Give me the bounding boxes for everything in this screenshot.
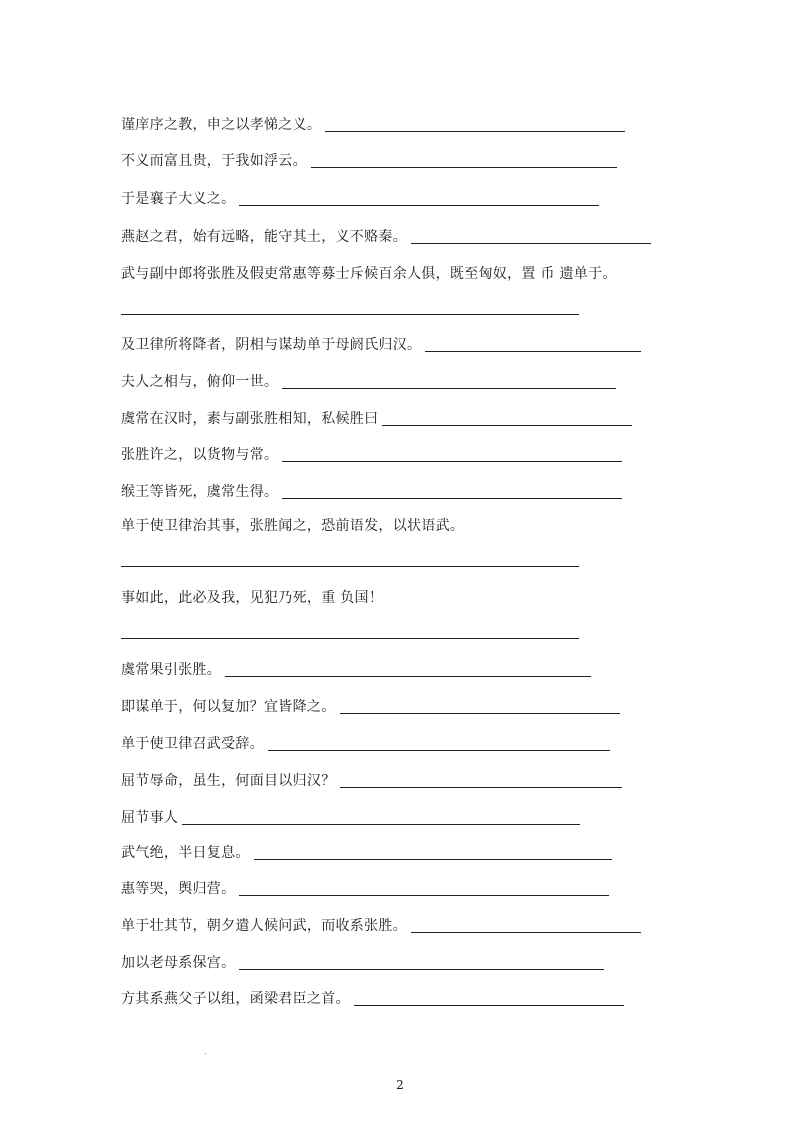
question-row — [121, 914, 641, 936]
question-text: 武气绝，半日复息。 — [121, 845, 250, 861]
question-text: 缑王等皆死，虞常生得。 — [121, 484, 279, 500]
question-row — [121, 262, 617, 284]
question-text: 单于使卫律召武受辞。 — [121, 736, 264, 752]
question-text: 虞常在汉时，素与副张胜相知，私候胜曰 — [121, 411, 379, 427]
question-row — [121, 695, 620, 717]
question-row — [121, 987, 624, 1009]
question-row — [121, 225, 651, 247]
answer-line[interactable] — [182, 824, 580, 825]
answer-line[interactable] — [340, 713, 620, 714]
answer-line[interactable] — [340, 787, 622, 788]
answer-line[interactable] — [225, 676, 591, 677]
question-text: 即谋单于，何以复加？宜皆降之。 — [121, 699, 336, 715]
answer-line[interactable] — [411, 243, 651, 244]
answer-line[interactable] — [239, 205, 599, 206]
question-text: 于是襄子大义之。 — [121, 191, 236, 207]
question-text: 张胜许之，以货物与常。 — [121, 447, 279, 463]
answer-line[interactable] — [311, 167, 617, 168]
answer-line[interactable] — [282, 461, 622, 462]
answer-line[interactable] — [282, 388, 616, 389]
page-number: 2 — [396, 1078, 404, 1092]
question-row — [121, 187, 599, 209]
answer-line[interactable] — [254, 859, 612, 860]
question-text: 方其系燕父子以组，函梁君臣之首。 — [121, 991, 350, 1007]
question-row — [121, 480, 622, 502]
answer-line[interactable] — [121, 566, 579, 567]
question-text: 谨庠序之教，申之以孝悌之义。 — [121, 117, 322, 133]
question-row — [121, 841, 612, 863]
question-text: 屈节辱命，虽生，何面目以归汉？ — [121, 773, 336, 789]
question-row — [121, 514, 464, 536]
answer-line[interactable] — [382, 425, 632, 426]
question-text: 屈节事人 — [121, 810, 179, 826]
question-row — [121, 370, 616, 392]
question-row — [121, 951, 604, 973]
question-row — [121, 113, 625, 135]
answer-line[interactable] — [354, 1005, 624, 1006]
answer-line[interactable] — [411, 932, 641, 933]
question-row — [121, 407, 632, 429]
question-row — [121, 769, 622, 791]
question-text: 及卫律所将降者，阴相与谋劫单于母阏氏归汉。 — [121, 337, 422, 353]
question-text: 单于壮其节，朝夕遣人候问武，而收系张胜。 — [121, 918, 407, 934]
answer-line[interactable] — [121, 314, 579, 315]
answer-line[interactable] — [268, 750, 610, 751]
question-text: 加以老母系保宫。 — [121, 955, 236, 971]
question-text: 惠等哭，舆归营。 — [121, 881, 236, 897]
stray-mark — [205, 1053, 206, 1054]
answer-line[interactable] — [121, 638, 579, 639]
answer-line[interactable] — [239, 895, 609, 896]
answer-line[interactable] — [325, 131, 625, 132]
question-text: 武与副中郎将张胜及假吏常惠等募士斥候百余人俱，既至匈奴，置 币 遗单于。 — [121, 266, 617, 282]
question-text: 不义而富且贵，于我如浮云。 — [121, 153, 307, 169]
question-text: 虞常果引张胜。 — [121, 662, 222, 678]
question-row — [121, 806, 580, 828]
question-text: 夫人之相与，俯仰一世。 — [121, 374, 279, 390]
question-row — [121, 333, 641, 355]
question-text: 燕赵之君，始有远略，能守其土，义不赂秦。 — [121, 229, 407, 245]
question-row — [121, 658, 591, 680]
answer-line[interactable] — [425, 351, 641, 352]
question-row — [121, 149, 617, 171]
question-row — [121, 732, 610, 754]
question-row — [121, 443, 622, 465]
question-row — [121, 877, 609, 899]
question-text: 单于使卫律治其事，张胜闻之，恐前语发，以状语武。 — [121, 518, 465, 534]
answer-line[interactable] — [239, 969, 604, 970]
question-row — [121, 586, 383, 608]
answer-line[interactable] — [282, 498, 622, 499]
question-text: 事如此，此必及我，见犯乃死，重 负国！ — [121, 590, 384, 606]
